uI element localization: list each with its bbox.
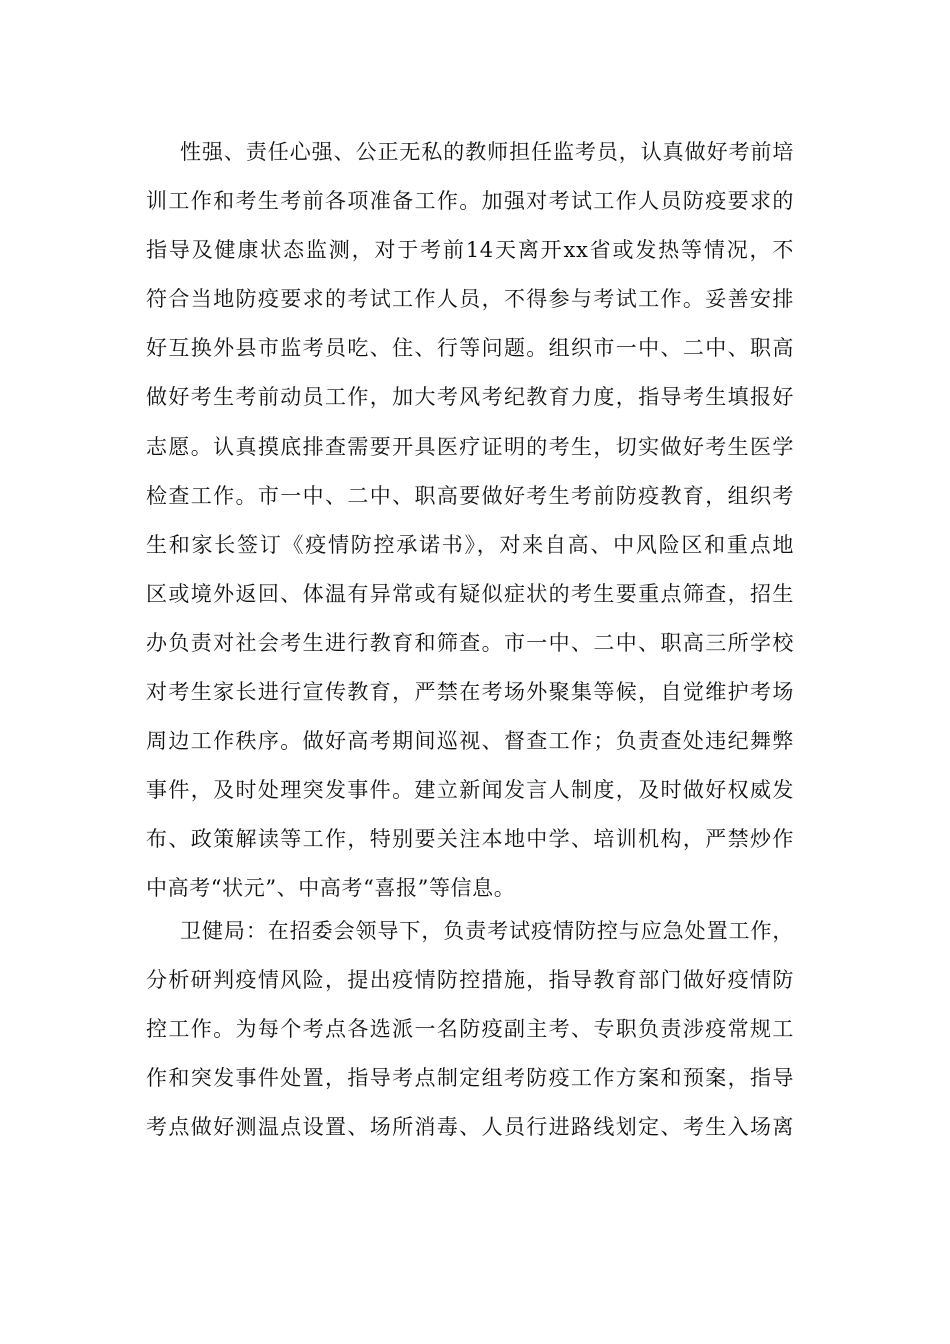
text-line: 检查工作。市一中、二中、职高要做好考生考前防疫教育，组织考 [146, 483, 794, 508]
text-line: 志愿。认真摸底排查需要开具医疗证明的考生，切实做好考生医学 [146, 434, 794, 459]
paragraph-continuation [146, 128, 794, 914]
text-line: 做好考生考前动员工作，加大考风考纪教育力度，指导考生填报好 [146, 385, 794, 410]
text-line: 符合当地防疫要求的考试工作人员，不得参与考试工作。妥善安排 [146, 287, 794, 312]
text-line: 作和突发事件处置，指导考点制定组考防疫工作方案和预案，指导 [146, 1066, 794, 1091]
text-line: 性强、责任心强、公正无私的教师担任监考员，认真做好考前培 [180, 140, 794, 164]
paragraph-health-bureau [146, 907, 794, 1152]
text-line: 卫健局：在招委会领导下，负责考试疫情防控与应急处置工作， [180, 919, 794, 943]
text-line: 周边工作秩序。做好高考期间巡视、督查工作；负责查处违纪舞弊 [146, 729, 794, 754]
text-line: 指导及健康状态监测，对于考前14天离开xx省或发热等情况，不 [146, 238, 794, 263]
text-line: 区或境外返回、体温有异常或有疑似症状的考生要重点筛查，招生 [146, 581, 794, 606]
text-line: 训工作和考生考前各项准备工作。加强对考试工作人员防疫要求的 [146, 189, 794, 214]
text-line: 中高考“状元”、中高考“喜报”等信息。 [146, 876, 516, 901]
text-line: 分析研判疫情风险，提出疫情防控措施，指导教育部门做好疫情防 [146, 968, 794, 993]
text-line: 生和家长签订《疫情防控承诺书》，对来自高、中风险区和重点地 [146, 532, 794, 557]
text-line: 办负责对社会考生进行教育和筛查。市一中、二中、职高三所学校 [146, 630, 794, 655]
text-line: 对考生家长进行宣传教育，严禁在考场外聚集等候，自觉维护考场 [146, 680, 794, 705]
text-line: 考点做好测温点设置、场所消毒、人员行进路线划定、考生入场离 [146, 1115, 794, 1140]
text-line: 事件，及时处理突发事件。建立新闻发言人制度，及时做好权威发 [146, 778, 794, 803]
text-line: 控工作。为每个考点各选派一名防疫副主考、专职负责涉疫常规工 [146, 1017, 794, 1042]
text-line: 布、政策解读等工作，特别要关注本地中学、培训机构，严禁炒作 [146, 827, 794, 852]
text-line: 好互换外县市监考员吃、住、行等问题。组织市一中、二中、职高 [146, 336, 794, 361]
